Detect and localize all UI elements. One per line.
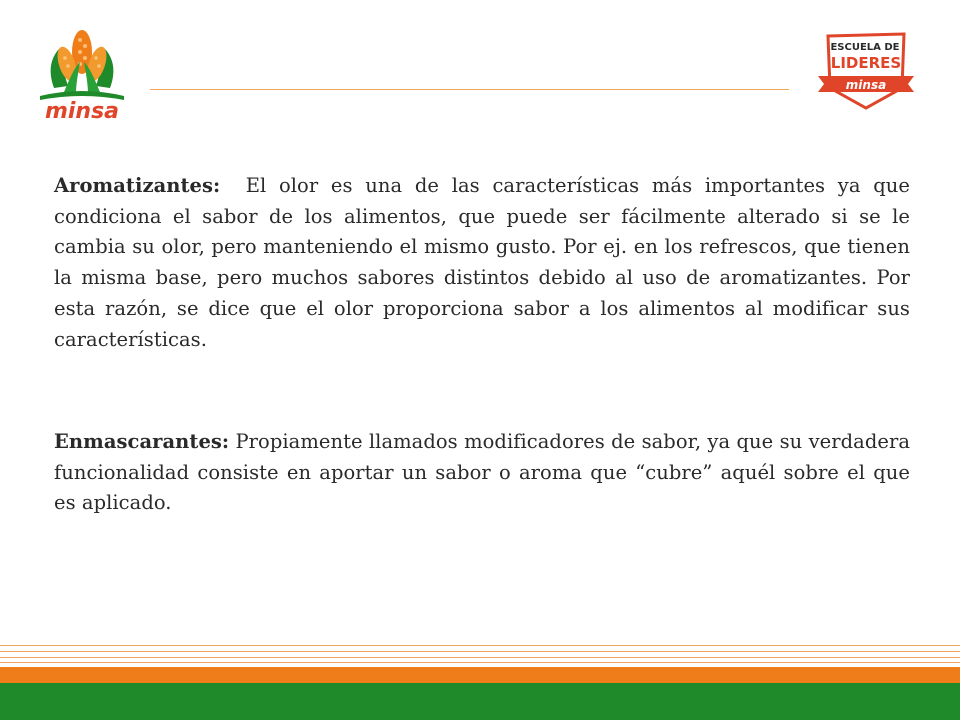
text-aromatizantes: El olor es una de las características más importantes ya que condiciona el sabor de los alimentos, que puede ser fácilmente alterado si se le cambia su olor, pero manteniendo el mismo gusto. Por ej. en los refrescos, que tienen la misma base, pero muchos sabores distintos debido al uso de aromatizantes. Por esta razón, se dice que el olor proporciona sabor a los alimentos al modificar sus características.	[54, 174, 910, 351]
badge-line3: minsa	[845, 78, 887, 92]
footer-thin-line	[0, 662, 960, 663]
paragraph-enmascarantes	[54, 427, 910, 519]
footer-thin-line	[0, 657, 960, 658]
term-aromatizantes: Aromatizantes:	[54, 174, 221, 197]
corn-icon	[40, 30, 124, 100]
header-divider	[150, 89, 789, 90]
footer-green-band	[0, 683, 960, 720]
text-enmascarantes: Propiamente llamados modificadores de sabor, ya que su verdadera funcionalidad consiste en aportar un sabor o aroma que “cubre” aquél sobre el que es aplicado.	[54, 430, 910, 515]
escuela-de-lideres-badge	[818, 30, 914, 112]
footer-thin-line	[0, 645, 960, 646]
minsa-logo	[34, 22, 130, 124]
badge-line2: LIDERES	[830, 54, 902, 72]
footer-orange-band	[0, 667, 960, 683]
term-enmascarantes: Enmascarantes:	[54, 430, 230, 453]
minsa-logo-text: minsa	[44, 99, 120, 124]
paragraph-aromatizantes	[54, 171, 910, 355]
badge-line1: ESCUELA DE	[830, 42, 900, 53]
footer-thin-line	[0, 651, 960, 652]
